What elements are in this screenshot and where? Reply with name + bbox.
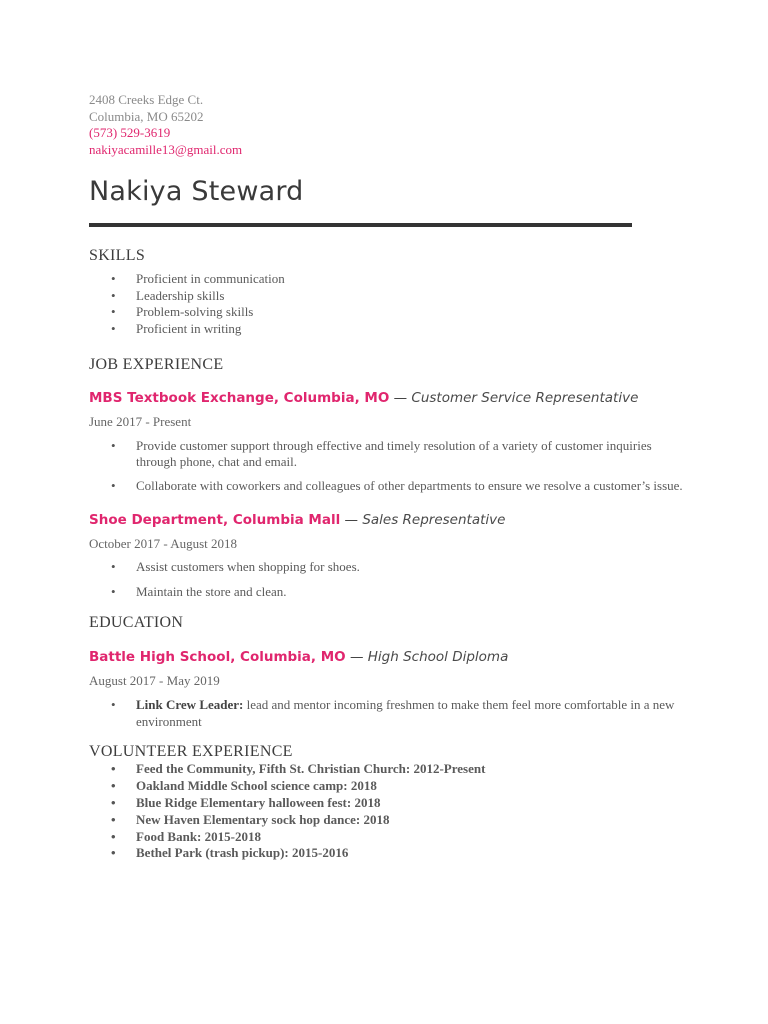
title-dash: — (393, 389, 408, 406)
title-dash: — (344, 512, 359, 529)
job-experience-heading: JOB EXPERIENCE (89, 355, 224, 373)
education-dates: August 2017 - May 2019 (89, 673, 220, 689)
address-line-2: Columbia, MO 65202 (89, 108, 204, 124)
list-item: • Problem-solving skills (89, 304, 689, 321)
job-1-bullets (89, 438, 689, 495)
title-dash: — (349, 649, 364, 666)
bullet-text: lead and mentor incoming freshmen to make them feel more comfortable in a new environment (136, 697, 675, 729)
job-1-title (89, 390, 689, 406)
job-2-bullets (89, 559, 689, 600)
list-item: • Collaborate with coworkers and colleagues of other departments to ensure we resolve a customer’s issue. (89, 478, 689, 495)
contact-block (89, 92, 689, 158)
list-item: • Leadership skills (89, 288, 689, 305)
header-divider (89, 223, 632, 227)
list-item: • New Haven Elementary sock hop dance: 2018 (89, 812, 689, 829)
volunteer-heading: VOLUNTEER EXPERIENCE (89, 743, 293, 761)
list-item: • Oakland Middle School science camp: 2018 (89, 778, 689, 795)
phone-number: (573) 529-3619 (89, 125, 171, 140)
school-name: Battle High School, Columbia, MO (89, 649, 346, 666)
list-item: • Assist customers when shopping for shoes. (89, 559, 689, 576)
job-2-employer: Shoe Department, Columbia Mall (89, 512, 341, 529)
email-address: nakiyacamille13@gmail.com (89, 141, 243, 157)
list-item: • Bethel Park (trash pickup): 2015-2016 (89, 845, 689, 862)
address-line-1: 2408 Creeks Edge Ct. (89, 92, 204, 107)
job-2-title (89, 512, 689, 528)
list-item: • Proficient in communication (89, 271, 689, 288)
resume-page (89, 92, 689, 862)
education-title (89, 649, 689, 665)
education-bullets (89, 697, 689, 730)
job-2-dates: October 2017 - August 2018 (89, 536, 238, 552)
candidate-name: Nakiya Steward (89, 176, 304, 207)
job-2-role: Sales Representative (362, 512, 506, 529)
job-1-dates: June 2017 - Present (89, 413, 192, 429)
volunteer-list (89, 761, 689, 862)
bullet-label: Link Crew Leader: (136, 697, 244, 713)
list-item (89, 697, 689, 730)
list-item: • Provide customer support through effective and timely resolution of a variety of customer inquiries through phone, chat and email. (89, 438, 689, 471)
list-item: • Food Bank: 2015-2018 (89, 829, 689, 846)
job-1-employer: MBS Textbook Exchange, Columbia, MO (89, 389, 390, 406)
list-item: • Feed the Community, Fifth St. Christian Church: 2012-Present (89, 761, 689, 778)
list-item: • Proficient in writing (89, 321, 689, 338)
job-1-role: Customer Service Representative (411, 389, 639, 406)
education-heading: EDUCATION (89, 614, 184, 632)
list-item: • Maintain the store and clean. (89, 584, 689, 601)
skills-list (89, 271, 689, 338)
skills-heading: SKILLS (89, 247, 146, 264)
list-item: • Blue Ridge Elementary halloween fest: 2018 (89, 795, 689, 812)
degree-name: High School Diploma (367, 649, 509, 666)
